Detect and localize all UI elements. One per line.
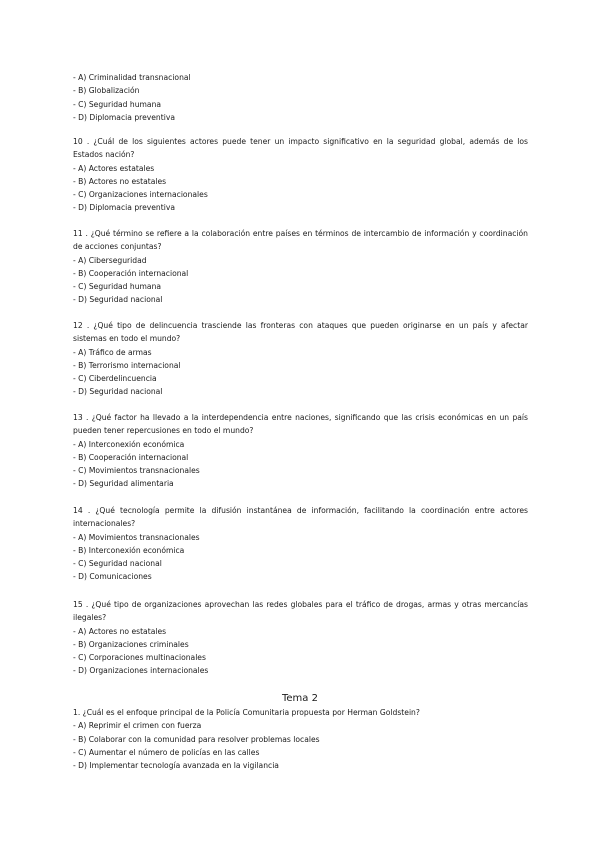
- option-b: - B) Interconexión económica: [73, 545, 185, 555]
- question-15: [73, 598, 528, 678]
- option-c: - C) Ciberdelincuencia: [73, 374, 157, 384]
- option-a: - A) Actores no estatales: [73, 626, 167, 636]
- question-14: [73, 504, 528, 584]
- option-d: - D) Seguridad nacional: [73, 387, 163, 397]
- question-13: [73, 411, 528, 491]
- tema2-question-1: [73, 706, 528, 772]
- option-d: - D) Implementar tecnología avanzada en la vigilancia: [73, 761, 279, 771]
- question-text: 11 . ¿Qué término se refiere a la colaboración entre países en términos de intercambio de información y coordinación de acciones conjuntas?: [73, 229, 528, 252]
- option-c: - C) Aumentar el número de policías en las calles: [73, 747, 260, 757]
- option-a: - A) Criminalidad transnacional: [73, 73, 191, 82]
- question-text: 1. ¿Cuál es el enfoque principal de la Policía Comunitaria propuesta por Herman Goldstein?: [73, 708, 420, 717]
- question-text: 13 . ¿Qué factor ha llevado a la interdependencia entre naciones, significando que las crisis económicas en un país pueden tener repercusiones en todo el mundo?: [73, 413, 528, 436]
- question-text: 10 . ¿Cuál de los siguientes actores puede tener un impacto significativo en la seguridad global, además de los Estados nación?: [73, 137, 528, 160]
- option-c: - C) Organizaciones internacionales: [73, 190, 208, 200]
- question-12: [73, 319, 528, 399]
- option-d: - D) Diplomacia preventiva: [73, 203, 175, 213]
- option-b: - B) Organizaciones criminales: [73, 639, 189, 649]
- option-b: - B) Cooperación internacional: [73, 268, 189, 278]
- option-d: - D) Comunicaciones: [73, 572, 152, 582]
- option-d: - D) Diplomacia preventiva: [73, 112, 175, 122]
- question-text: 15 . ¿Qué tipo de organizaciones aprovechan las redes globales para el tráfico de drogas, armas y otras mercancías ilegales?: [73, 600, 528, 623]
- question-text: 12 . ¿Qué tipo de delincuencia trasciende las fronteras con ataques que pueden originarse en un país y afectar sistemas en todo el mundo?: [73, 321, 528, 344]
- question-10: [73, 135, 528, 215]
- option-c: - C) Seguridad humana: [73, 282, 162, 292]
- option-a: - A) Reprimir el crimen con fuerza: [73, 721, 202, 731]
- option-d: - D) Organizaciones internacionales: [73, 666, 209, 676]
- option-d: - D) Seguridad alimentaria: [73, 479, 174, 489]
- option-b: - B) Globalización: [73, 86, 140, 96]
- option-b: - B) Colaborar con la comunidad para resolver problemas locales: [73, 734, 320, 744]
- question-11: [73, 227, 528, 307]
- option-a: - A) Movimientos transnacionales: [73, 532, 200, 542]
- option-c: - C) Corporaciones multinacionales: [73, 653, 206, 663]
- question-text: 14 . ¿Qué tecnología permite la difusión instantánea de información, facilitando la coordinación entre actores internacionales?: [73, 506, 528, 529]
- option-b: - B) Cooperación internacional: [73, 452, 189, 462]
- option-a: - A) Actores estatales: [73, 163, 155, 173]
- option-a: - A) Ciberseguridad: [73, 255, 147, 265]
- option-c: - C) Seguridad humana: [73, 99, 162, 109]
- prev-question-options: [73, 71, 528, 124]
- option-a: - A) Tráfico de armas: [73, 347, 152, 357]
- option-d: - D) Seguridad nacional: [73, 295, 163, 305]
- option-a: - A) Interconexión económica: [73, 439, 185, 449]
- option-c: - C) Movimientos transnacionales: [73, 466, 200, 476]
- option-b: - B) Actores no estatales: [73, 176, 167, 186]
- option-b: - B) Terrorismo internacional: [73, 360, 181, 370]
- option-c: - C) Seguridad nacional: [73, 559, 162, 569]
- section-heading: Tema 2: [282, 693, 318, 704]
